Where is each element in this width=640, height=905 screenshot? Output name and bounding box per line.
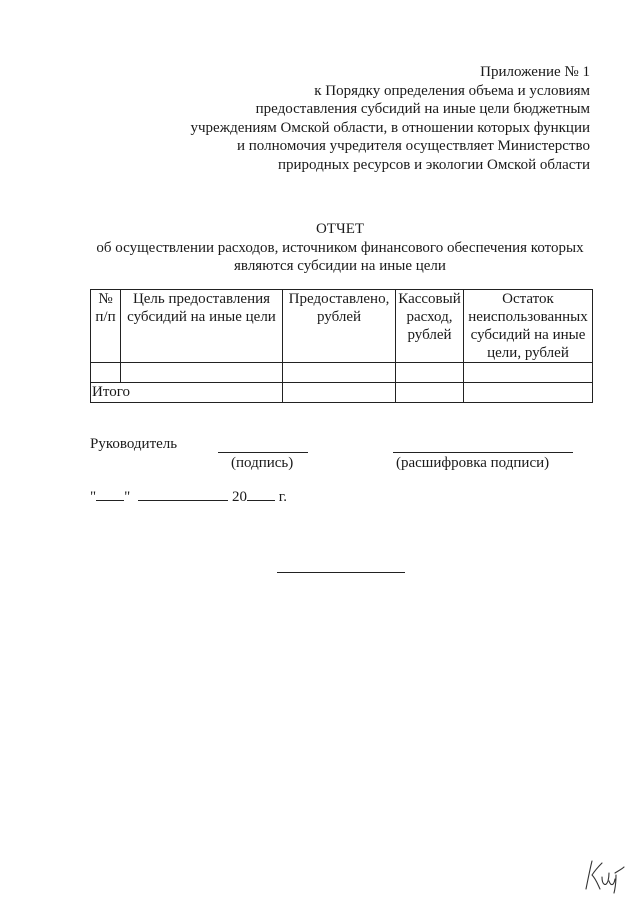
quote-close: ": [124, 489, 131, 505]
month-blank[interactable]: [138, 488, 228, 501]
table-cell[interactable]: [283, 383, 396, 403]
table-total-row: [91, 383, 593, 403]
table-cell[interactable]: [283, 363, 396, 383]
handwritten-initials-icon: [578, 855, 628, 895]
report-subtitle: являются субсидии на иные цели: [234, 258, 446, 274]
manager-label: Руководитель: [90, 436, 178, 452]
appendix-line: учреждениям Омской области, в отношении которых функции: [190, 119, 590, 136]
total-label: Итого: [91, 383, 283, 403]
date-line: [90, 488, 287, 506]
day-blank[interactable]: [96, 488, 124, 501]
year-suffix: г.: [278, 489, 287, 505]
report-subtitle: об осуществлении расходов, источником финансового обеспечения которых: [96, 239, 584, 256]
year-blank[interactable]: [247, 488, 275, 501]
column-header-provided: Предоставлено, рублей: [283, 290, 396, 363]
end-divider: [277, 572, 405, 573]
signature-decoding-line[interactable]: [393, 452, 573, 453]
table-header-row: [91, 290, 593, 363]
column-header-cash-expense: Кассовый расход, рублей: [396, 290, 464, 363]
appendix-line: природных ресурсов и экологии Омской области: [277, 156, 590, 173]
quote-open: ": [90, 489, 97, 505]
signature-block: [90, 436, 590, 476]
signature-decoding-caption: (расшифровка подписи): [396, 455, 550, 471]
appendix-header: [150, 63, 590, 175]
column-header-purpose: Цель предоставления субсидий на иные цели: [121, 290, 283, 363]
appendix-line: к Порядку определения объема и условиям: [314, 82, 590, 99]
table-cell[interactable]: [396, 363, 464, 383]
signature-line[interactable]: [218, 452, 308, 453]
column-header-remainder: Остаток неиспользованных субсидий на иные цели, рублей: [464, 290, 593, 363]
signature-caption: (подпись): [231, 455, 294, 471]
table-cell[interactable]: [91, 363, 121, 383]
report-title: ОТЧЕТ: [315, 221, 365, 237]
table-row: [91, 363, 593, 383]
appendix-number: Приложение № 1: [480, 64, 590, 80]
table-cell[interactable]: [464, 363, 593, 383]
table-cell[interactable]: [396, 383, 464, 403]
appendix-line: предоставления субсидий на иные цели бюджетным: [255, 101, 590, 118]
report-table: [90, 289, 593, 403]
appendix-line: и полномочия учредителя осуществляет Министерство: [236, 138, 590, 155]
report-title-block: [0, 220, 640, 276]
table-cell[interactable]: [464, 383, 593, 403]
year-prefix: 20: [232, 489, 247, 505]
column-header-number: № п/п: [91, 290, 121, 363]
table-cell[interactable]: [121, 363, 283, 383]
